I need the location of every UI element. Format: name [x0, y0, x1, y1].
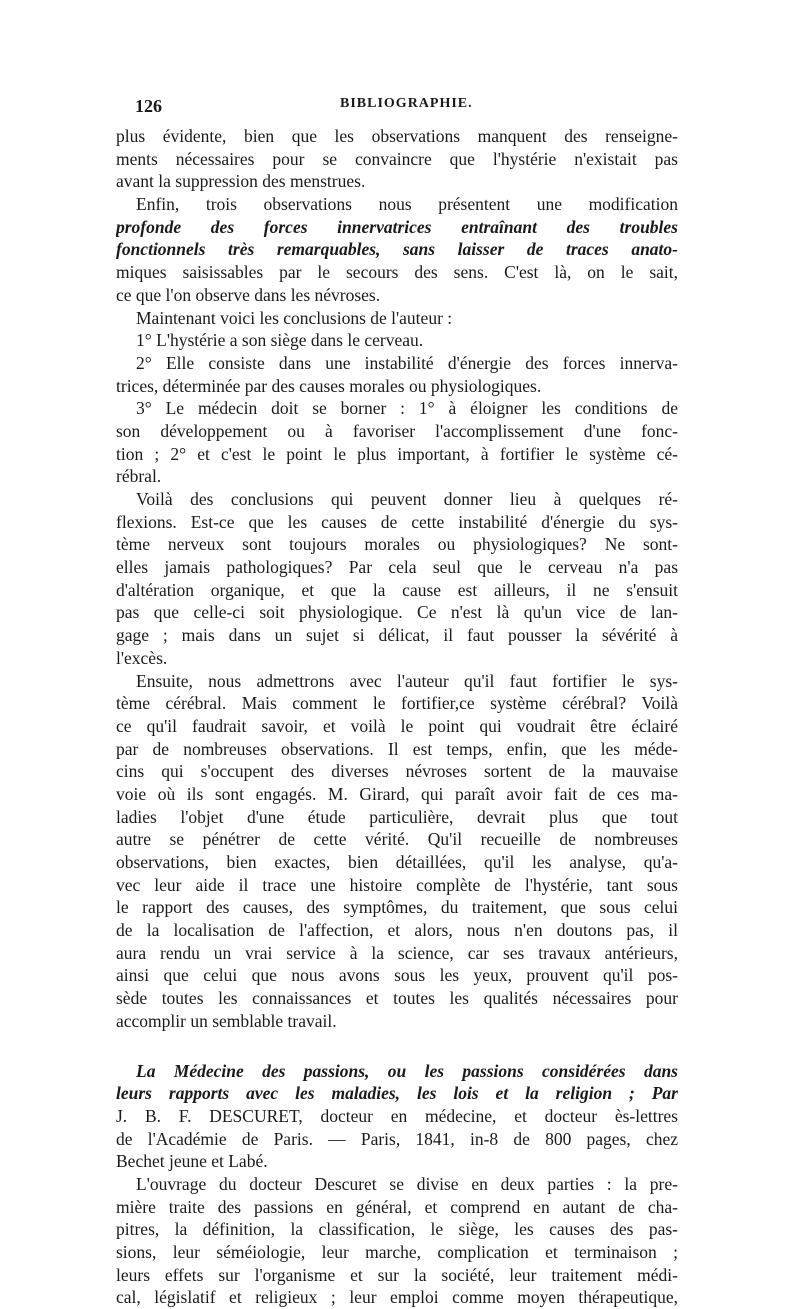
text-line: cins qui s'occupent des diverses névroses sortent de la mauvaise	[116, 761, 678, 782]
text-line: leurs rapports avec les maladies, les lois et la religion ; Par	[116, 1083, 678, 1104]
text-line: ce qu'il faudrait savoir, et voilà le point qui voudrait être éclairé	[116, 715, 678, 736]
text-line: de l'Académie de Paris. — Paris, 1841, in-8 de 800 pages, chez	[116, 1128, 678, 1149]
paragraph-gap	[116, 1033, 678, 1060]
text-line: Maintenant voici les conclusions de l'auteur :	[136, 307, 453, 328]
running-head: BIBLIOGRAPHIE.	[340, 96, 473, 111]
text-line: son développement ou à favoriser l'accomplissement d'une fonc-	[116, 420, 678, 441]
text-line: 2° Elle consiste dans une instabilité d'énergie des forces innerva-	[136, 352, 678, 373]
text-line: 1° L'hystérie a son siège dans le cerveau.	[136, 330, 424, 351]
text-line: J. B. F. DESCURET, docteur en médecine, et docteur ès-lettres	[116, 1105, 678, 1126]
text-line: de la localisation de l'affection, et alors, nous n'en doutons pas, il	[116, 920, 678, 941]
text-line: ce que l'on observe dans les névroses.	[116, 284, 381, 305]
page-number: 126	[135, 96, 162, 116]
text-line: observations, bien exactes, bien détaillées, qu'il les analyse, qu'a-	[116, 852, 678, 872]
text-line: trices, déterminée par des causes morales ou physiologiques.	[116, 375, 542, 396]
text-line: 3° Le médecin doit se borner : 1° à éloigner les conditions de	[136, 398, 678, 419]
text-line: leurs effets sur l'organisme et sur la société, leur traitement médi-	[116, 1264, 678, 1285]
text-line: le rapport des causes, des symptômes, du traitement, que sous celui	[116, 897, 678, 918]
text-line: cal, législatif et religieux ; leur emploi comme moyen thérapeutique,	[116, 1287, 678, 1308]
text-line: Voilà des conclusions qui peuvent donner lieu à quelques ré-	[136, 489, 678, 509]
page-header	[135, 96, 667, 122]
text-line: plus évidente, bien que les observations manquent des renseigne-	[116, 126, 678, 146]
text-line: accomplir un semblable travail.	[116, 1010, 337, 1031]
text-line: elles jamais pathologiques? Par cela seul que le cerveau n'a pas	[116, 557, 678, 578]
text-line: ments nécessaires pour se convaincre que l'hystérie n'existait pas	[116, 148, 678, 169]
text-line: sède toutes les connaissances et toutes les qualités nécessaires pour	[116, 988, 678, 1009]
text-line: tème cérébral. Mais comment le fortifier,ce système cérébral? Voilà	[116, 693, 678, 714]
text-line: avant la suppression des menstrues.	[116, 171, 366, 192]
text-line: gage ; mais dans un sujet si délicat, il faut pousser la sévérité à	[116, 625, 678, 646]
text-line: L'ouvrage du docteur Descuret se divise en deux parties : la pre-	[136, 1173, 678, 1194]
text-line: tème nerveux sont toujours morales ou physiologiques? Ne sont-	[116, 534, 678, 555]
text-line: miques saisissables par le secours des sens. C'est là, on le sait,	[116, 262, 678, 283]
text-line: autre se pénétrer de cette vérité. Qu'il recueille de nombreuses	[116, 829, 678, 850]
text-line: pitres, la définition, la classification, le siège, les causes des pas-	[116, 1219, 678, 1240]
text-line: par de nombreuses observations. Il est temps, enfin, que les méde-	[116, 738, 678, 759]
text-line: sions, leur séméiologie, leur marche, complication et terminaison ;	[116, 1242, 678, 1262]
text-line: d'altération organique, et que la cause est ailleurs, il ne s'ensuit	[116, 579, 678, 600]
text-line: flexions. Est-ce que les causes de cette instabilité d'énergie du sys-	[116, 511, 678, 532]
text-line: ainsi que celui que nous avons sous les yeux, prouvent qu'il pos-	[116, 965, 678, 986]
text-line: mière traite des passions en général, et comprend en autant de cha-	[116, 1196, 678, 1217]
text-line: rébral.	[116, 466, 162, 487]
text-line: profonde des forces innervatrices entraînant des troubles	[116, 216, 678, 237]
text-line: Bechet jeune et Labé.	[116, 1151, 268, 1172]
body-text	[116, 125, 678, 1309]
text-line: aura rendu un vrai service à la science, car ses travaux antérieurs,	[116, 942, 678, 963]
text-line: La Médecine des passions, ou les passions considérées dans	[136, 1060, 678, 1081]
text-line: vec leur aide il trace une histoire complète de l'hystérie, tant sous	[116, 874, 678, 895]
text-line: fonctionnels très remarquables, sans laisser de traces anato-	[116, 239, 678, 260]
text-line: Enfin, trois observations nous présentent une modification	[136, 194, 678, 215]
text-line: Ensuite, nous admettrons avec l'auteur qu'il faut fortifier le sys-	[136, 670, 678, 691]
text-line: tion ; 2° et c'est le point le plus important, à fortifier le système cé-	[116, 443, 678, 464]
text-line: pas que celle-ci soit physiologique. Ce n'est là qu'un vice de lan-	[116, 602, 678, 623]
text-line: voie où ils sont engagés. M. Girard, qui paraît avoir fait de ces ma-	[116, 783, 678, 804]
text-line: l'excès.	[116, 647, 168, 668]
text-line: ladies l'objet d'une étude particulière, devrait plus que tout	[116, 806, 678, 827]
